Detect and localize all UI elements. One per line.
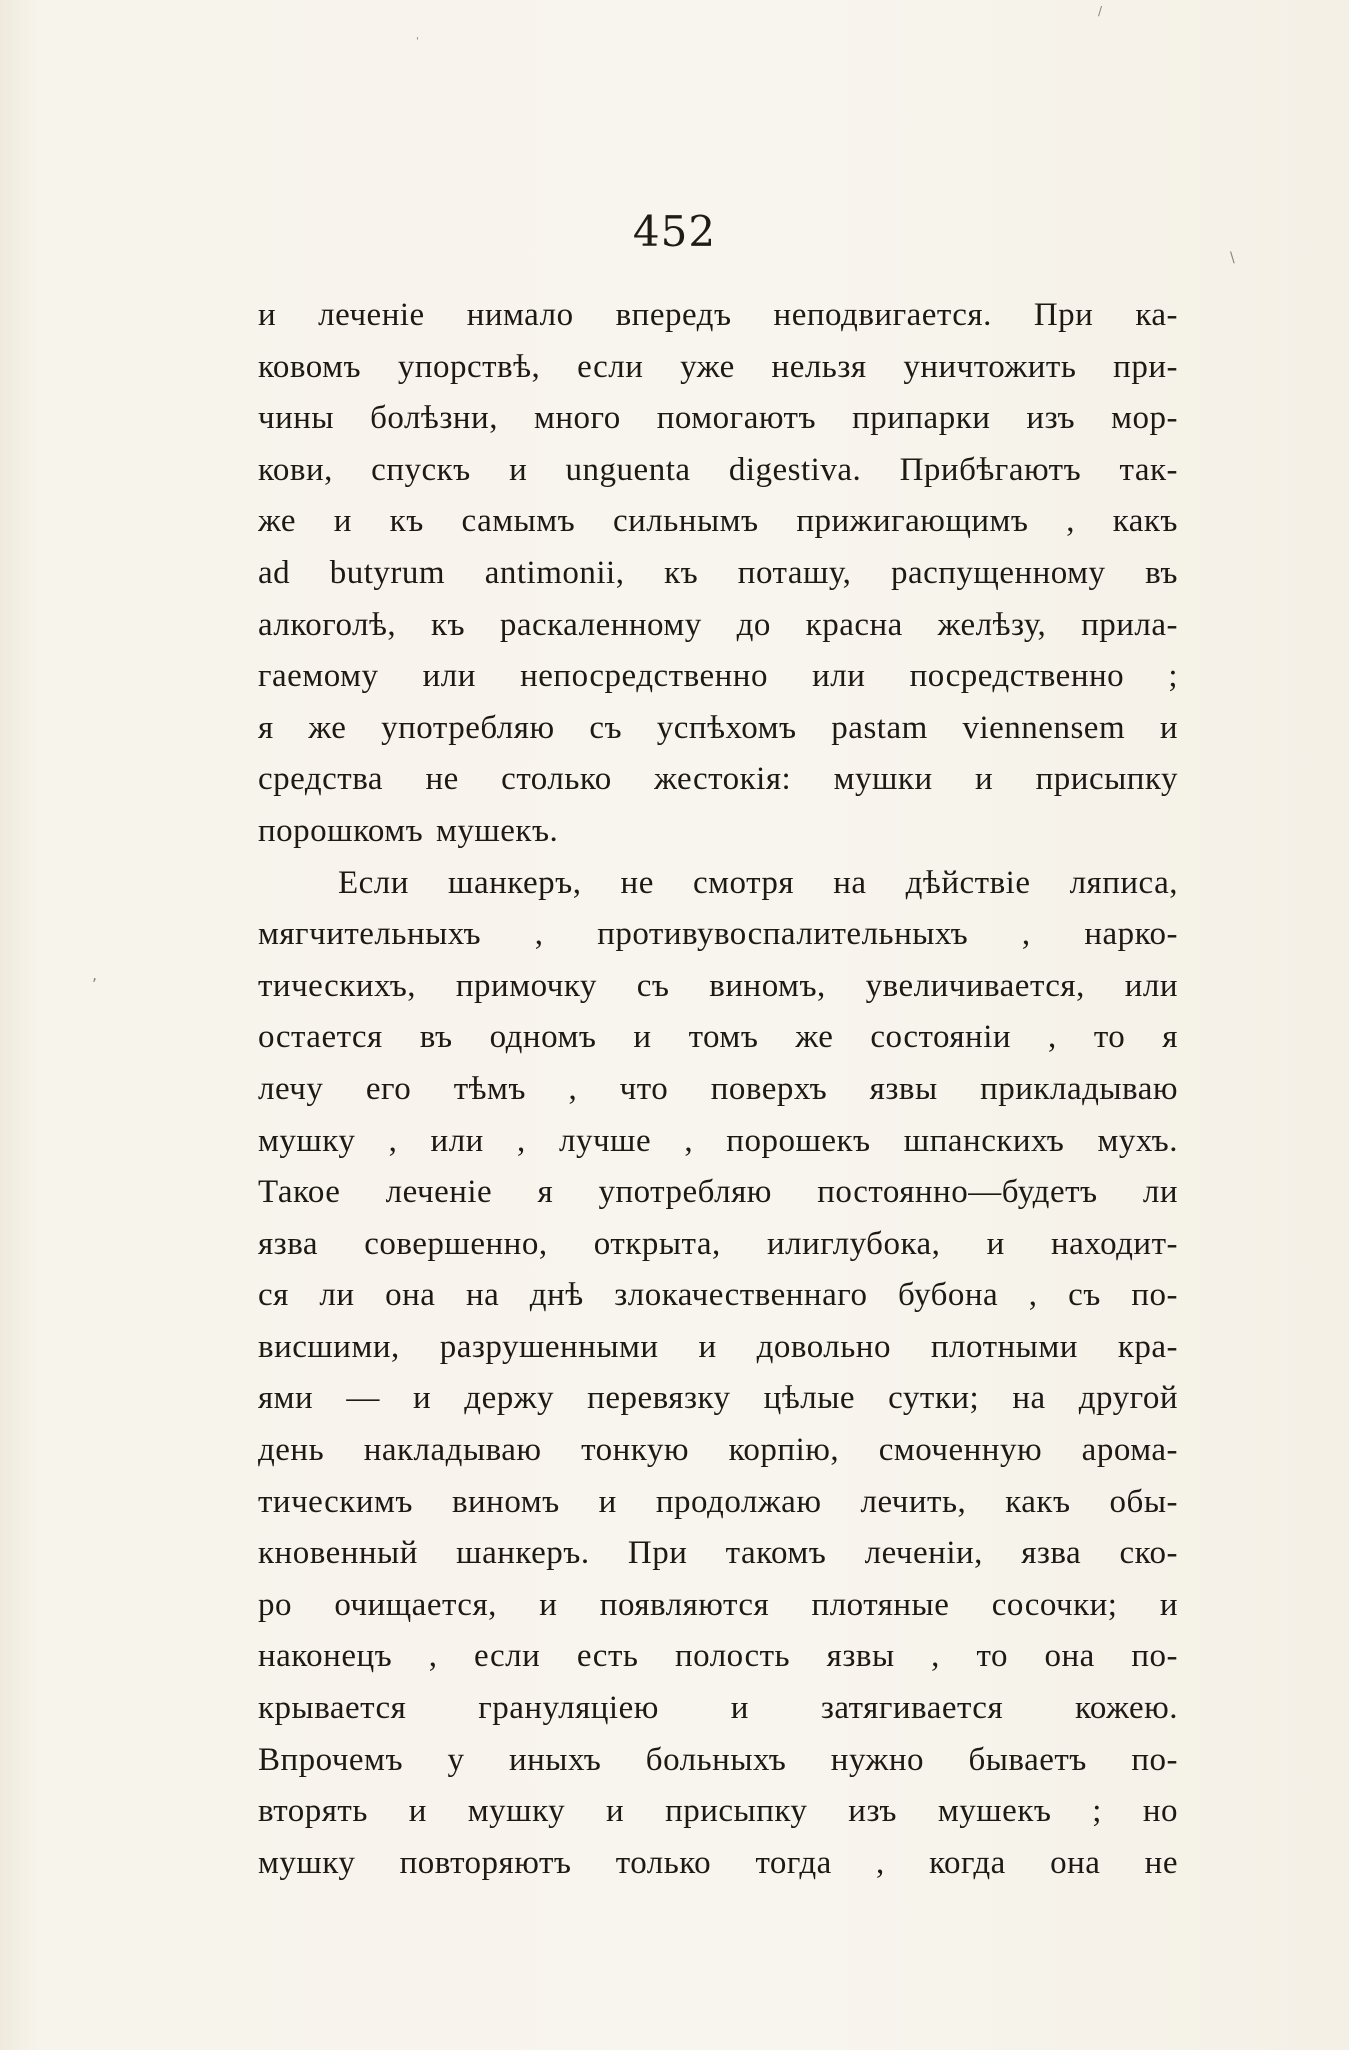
- text-line: лечу его тѣмъ , что поверхъ язвы прикладываю: [258, 1070, 1178, 1107]
- text-line: я же употребляю съ успѣхомъ pastam viennensem и: [258, 709, 1178, 746]
- text-line: Такое леченіе я употребляю постоянно—будетъ ли: [258, 1174, 1178, 1211]
- ink-speck: ,: [92, 965, 98, 984]
- text-line: и леченіе нимало впередъ неподвигается. При ка-: [258, 297, 1178, 333]
- text-line: гаемому или непосредственно или посредственно ;: [258, 658, 1178, 695]
- ink-speck: \: [1230, 250, 1235, 266]
- paragraph-1: [258, 290, 1178, 858]
- text-line: мушку повторяютъ только тогда , когда она не: [258, 1844, 1178, 1881]
- text-line: ся ли она на днѣ злокачественнаго бубона , съ по-: [258, 1277, 1178, 1314]
- paragraph-2: [258, 858, 1178, 1890]
- text-line: средства не столько жестокія: мушки и присыпку: [258, 761, 1178, 798]
- text-line: кновенный шанкеръ. При такомъ леченіи, язва ско-: [258, 1535, 1178, 1572]
- text-line: мушку , или , лучше , порошекъ шпанскихъ мухъ.: [258, 1122, 1178, 1159]
- text-line: же и къ самымъ сильнымъ прижигающимъ , какъ: [258, 503, 1178, 540]
- text-line: остается въ одномъ и томъ же состояніи , то я: [258, 1019, 1178, 1056]
- text-line: ями — и держу перевязку цѣлые сутки; на другой: [258, 1380, 1178, 1417]
- text-line: крывается грануляціею и затягивается кожею.: [258, 1690, 1178, 1727]
- text-line: наконецъ , если есть полость язвы , то она по-: [258, 1638, 1178, 1675]
- page-number: 452: [632, 207, 717, 256]
- text-line: кови, спускъ и unguenta digestiva. Прибѣгаютъ так-: [258, 451, 1178, 488]
- ink-speck: /: [1098, 4, 1103, 18]
- text-line: тическихъ, примочку съ виномъ, увеличивается, или: [258, 967, 1178, 1004]
- text-line: алкоголѣ, къ раскаленному до красна желѣзу, прила-: [258, 606, 1178, 643]
- text-line: порошкомъ мушекъ.: [258, 812, 559, 849]
- text-line: Если шанкеръ, не смотря на дѣйствіе ляписа,: [338, 864, 1178, 901]
- ink-speck: ': [416, 36, 419, 47]
- text-line: Впрочемъ у иныхъ больныхъ нужно бываетъ по-: [258, 1741, 1178, 1778]
- text-line: ро очищается, и появляются плотяные сосочки; и: [258, 1586, 1178, 1623]
- text-line: язва совершенно, открыта, илиглубока, и находит-: [258, 1225, 1178, 1262]
- text-line: тическимъ виномъ и продолжаю лечить, какъ обы-: [258, 1483, 1178, 1520]
- text-line: вторять и мушку и присыпку изъ мушекъ ; но: [258, 1793, 1178, 1830]
- text-line: ковомъ упорствѣ, если уже нельзя уничтожить при-: [258, 348, 1178, 385]
- text-line: чины болѣзни, много помогаютъ припарки изъ мор-: [258, 400, 1178, 437]
- text-line: ad butyrum antimonii, къ поташу, распущенному въ: [258, 554, 1178, 591]
- text-line: висшими, разрушенными и довольно плотными кра-: [258, 1328, 1178, 1365]
- body-text: [258, 290, 1178, 1889]
- text-line: день накладываю тонкую корпію, смоченную арома-: [258, 1432, 1178, 1469]
- text-line: мягчительныхъ , противувоспалительныхъ , нарко-: [258, 916, 1178, 953]
